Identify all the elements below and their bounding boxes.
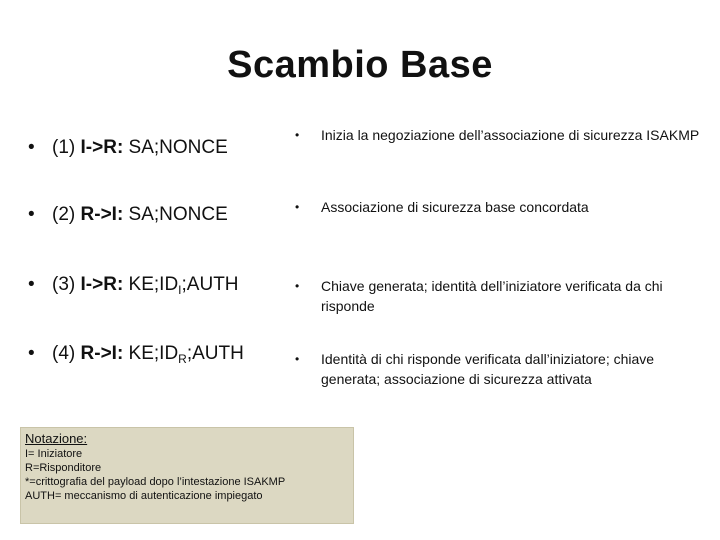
exchange-step-2 [28, 204, 228, 226]
step-number: (3) [52, 274, 76, 295]
step-direction: I->R: [80, 274, 124, 295]
bullet-icon: • [28, 137, 35, 158]
exchange-step-1 [28, 137, 228, 159]
payload-part: KE;ID [128, 343, 179, 364]
notation-line: I= Iniziatore [25, 448, 83, 460]
step-payload: SA;NONCE [128, 204, 228, 225]
step-description-4 [295, 349, 705, 389]
step-description-3 [295, 276, 705, 316]
bullet-icon: • [28, 343, 35, 364]
step-direction: I->R: [80, 137, 124, 158]
step-payload [129, 343, 244, 364]
step-payload [129, 274, 239, 295]
payload-part: ;AUTH [181, 274, 239, 295]
description-text: Inizia la negoziazione dell’associazione di sicurezza ISAKMP [321, 127, 700, 143]
slide-title: Scambio Base [227, 44, 493, 86]
bullet-icon: • [295, 200, 300, 214]
bullet-icon: • [28, 204, 35, 225]
payload-part: ;AUTH [186, 343, 244, 364]
payload-subscript: I [178, 283, 182, 297]
step-description-1 [295, 125, 705, 145]
exchange-step-4 [28, 343, 244, 366]
step-direction: R->I: [80, 343, 124, 364]
bullet-icon: • [295, 128, 300, 142]
step-direction: R->I: [80, 204, 124, 225]
description-text: Identità di chi risponde verificata dall’iniziatore; chiave generata; associazione di sicurezza attivata [321, 351, 655, 387]
notation-line: R=Risponditore [25, 462, 102, 474]
description-text: Associazione di sicurezza base concordata [321, 199, 589, 215]
notation-box [20, 427, 354, 524]
step-payload: SA;NONCE [128, 137, 228, 158]
description-text: Chiave generata; identità dell’iniziatore verificata da chi risponde [321, 278, 663, 314]
step-number: (4) [52, 343, 76, 364]
payload-part: KE;ID [128, 274, 179, 295]
step-description-2 [295, 197, 705, 217]
step-number: (2) [52, 204, 76, 225]
notation-line: AUTH= meccanismo di autenticazione impiegato [25, 490, 263, 502]
exchange-step-3 [28, 274, 239, 297]
step-number: (1) [52, 137, 76, 158]
notation-line: *=crittografia del payload dopo l’intestazione ISAKMP [25, 476, 286, 488]
bullet-icon: • [295, 352, 300, 366]
payload-subscript: R [178, 352, 187, 366]
bullet-icon: • [28, 274, 35, 295]
notation-heading: Notazione: [25, 431, 88, 446]
bullet-icon: • [295, 279, 300, 293]
